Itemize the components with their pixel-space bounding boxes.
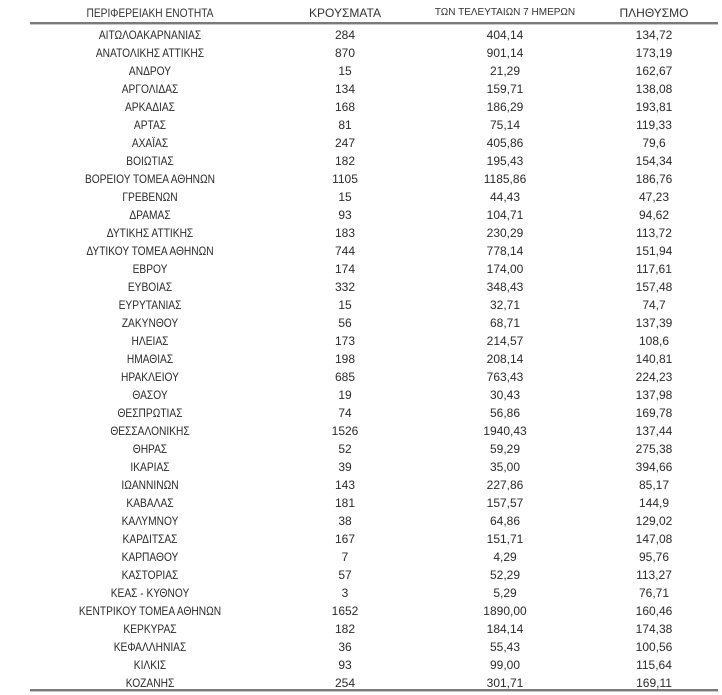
cell-last-7-days: 30,43 bbox=[489, 388, 521, 402]
cell-regional-unit: ΑΧΑΪΑΣ bbox=[131, 136, 169, 150]
cell-population: 117,61 bbox=[636, 262, 672, 276]
table-row bbox=[30, 188, 718, 206]
cell-cases: 15 bbox=[338, 64, 352, 78]
cell-last-7-days: 59,29 bbox=[489, 442, 521, 456]
cell-population: 74,7 bbox=[642, 298, 666, 312]
cell-regional-unit: ΔΡΑΜΑΣ bbox=[129, 208, 171, 222]
cell-regional-unit: ΖΑΚΥΝΘΟΥ bbox=[121, 316, 179, 330]
cell-cases: 57 bbox=[338, 568, 352, 582]
table-row bbox=[30, 80, 718, 98]
cell-last-7-days: 56,86 bbox=[489, 406, 521, 420]
cell-regional-unit: ΚΙΛΚΙΣ bbox=[133, 658, 167, 672]
cell-regional-unit: ΙΚΑΡΙΑΣ bbox=[130, 460, 170, 474]
cell-last-7-days: 21,29 bbox=[489, 64, 521, 78]
header-last-7-days: ΤΩΝ ΤΕΛΕΥΤΑΙΩΝ 7 ΗΜΕΡΩΝ bbox=[434, 7, 576, 18]
cell-population: 394,66 bbox=[635, 460, 673, 474]
table-body bbox=[30, 24, 718, 692]
cell-cases: 254 bbox=[334, 676, 356, 690]
table-row bbox=[30, 386, 718, 404]
cell-cases: 870 bbox=[334, 46, 356, 60]
cell-regional-unit: ΑΡΓΟΛΙΔΑΣ bbox=[121, 82, 179, 96]
cell-last-7-days: 32,71 bbox=[489, 298, 521, 312]
cell-cases: 38 bbox=[338, 514, 352, 528]
cell-regional-unit: ΘΗΡΑΣ bbox=[132, 442, 168, 456]
cell-last-7-days: 348,43 bbox=[486, 280, 524, 294]
cell-cases: 81 bbox=[338, 118, 352, 132]
table-row bbox=[30, 44, 718, 62]
cell-last-7-days: 64,86 bbox=[489, 514, 521, 528]
cell-regional-unit: ΔΥΤΙΚΟΥ ΤΟΜΕΑ ΑΘΗΝΩΝ bbox=[86, 244, 214, 258]
table-row bbox=[30, 458, 718, 476]
cell-population: 76,71 bbox=[638, 586, 670, 600]
cell-population: 100,56 bbox=[635, 640, 673, 654]
table-row bbox=[30, 566, 718, 584]
cell-regional-unit: ΑΙΤΩΛΟΑΚΑΡΝΑΝΙΑΣ bbox=[98, 28, 202, 42]
cell-population: 119,33 bbox=[636, 118, 672, 132]
cell-cases: 3 bbox=[341, 586, 349, 600]
cell-regional-unit: ΒΟΡΕΙΟΥ ΤΟΜΕΑ ΑΘΗΝΩΝ bbox=[84, 172, 216, 186]
cell-last-7-days: 52,29 bbox=[489, 568, 521, 582]
table-bottom-border bbox=[30, 689, 718, 691]
cell-last-7-days: 99,00 bbox=[489, 658, 521, 672]
cell-regional-unit: ΚΕΦΑΛΛΗΝΙΑΣ bbox=[113, 640, 187, 654]
cell-cases: 183 bbox=[334, 226, 356, 240]
cell-last-7-days: 186,29 bbox=[486, 100, 524, 114]
table-row bbox=[30, 26, 718, 44]
cell-cases: 167 bbox=[334, 532, 356, 546]
table-row bbox=[30, 278, 718, 296]
cell-cases: 168 bbox=[334, 100, 356, 114]
cell-cases: 182 bbox=[334, 622, 356, 636]
cell-last-7-days: 75,14 bbox=[489, 118, 521, 132]
table-row bbox=[30, 152, 718, 170]
cell-last-7-days: 405,86 bbox=[486, 136, 524, 150]
cell-cases: 744 bbox=[334, 244, 356, 258]
cell-regional-unit: ΘΕΣΠΡΩΤΙΑΣ bbox=[117, 406, 183, 420]
cell-population: 275,38 bbox=[635, 442, 673, 456]
cell-regional-unit: ΙΩΑΝΝΙΝΩΝ bbox=[121, 478, 179, 492]
cell-last-7-days: 5,29 bbox=[493, 586, 517, 600]
cell-population: 108,6 bbox=[638, 334, 670, 348]
cell-cases: 332 bbox=[334, 280, 356, 294]
cell-cases: 247 bbox=[334, 136, 356, 150]
cell-last-7-days: 301,71 bbox=[486, 676, 524, 690]
cell-cases: 1105 bbox=[332, 172, 358, 186]
cell-regional-unit: ΚΑΣΤΟΡΙΑΣ bbox=[121, 568, 179, 582]
cell-population: 138,08 bbox=[635, 82, 673, 96]
cell-population: 137,39 bbox=[635, 316, 673, 330]
cell-regional-unit: ΚΑΛΥΜΝΟΥ bbox=[121, 514, 179, 528]
cell-cases: 182 bbox=[334, 154, 356, 168]
cell-population: 85,17 bbox=[638, 478, 670, 492]
cell-population: 169,78 bbox=[635, 406, 673, 420]
cell-last-7-days: 44,43 bbox=[489, 190, 521, 204]
cell-population: 137,98 bbox=[635, 388, 673, 402]
cell-population: 224,23 bbox=[635, 370, 673, 384]
cell-population: 115,64 bbox=[636, 658, 672, 672]
covid-cases-table bbox=[30, 0, 718, 692]
table-row bbox=[30, 548, 718, 566]
table-row bbox=[30, 224, 718, 242]
cell-cases: 15 bbox=[338, 298, 352, 312]
table-row bbox=[30, 98, 718, 116]
cell-regional-unit: ΑΡΚΑΔΙΑΣ bbox=[125, 100, 175, 114]
cell-last-7-days: 404,14 bbox=[486, 28, 524, 42]
cell-last-7-days: 174,00 bbox=[486, 262, 524, 276]
header-cases: ΚΡΟΥΣΜΑΤΑ bbox=[309, 6, 381, 20]
cell-population: 147,08 bbox=[635, 532, 673, 546]
cell-regional-unit: ΚΕΑΣ - ΚΥΘΝΟΥ bbox=[110, 586, 190, 600]
cell-population: 174,38 bbox=[635, 622, 673, 636]
table-row bbox=[30, 656, 718, 674]
table-row bbox=[30, 296, 718, 314]
cell-last-7-days: 68,71 bbox=[489, 316, 521, 330]
cell-cases: 1526 bbox=[331, 424, 359, 438]
cell-last-7-days: 901,14 bbox=[486, 46, 524, 60]
cell-cases: 74 bbox=[338, 406, 352, 420]
cell-regional-unit: ΑΝΔΡΟΥ bbox=[128, 64, 172, 78]
cell-population: 140,81 bbox=[635, 352, 673, 366]
cell-regional-unit: ΚΑΡΔΙΤΣΑΣ bbox=[122, 532, 178, 546]
cell-cases: 56 bbox=[338, 316, 352, 330]
cell-cases: 7 bbox=[341, 550, 349, 564]
cell-last-7-days: 208,14 bbox=[486, 352, 524, 366]
cell-population: 137,44 bbox=[635, 424, 673, 438]
cell-cases: 93 bbox=[338, 658, 352, 672]
cell-population: 160,46 bbox=[635, 604, 673, 618]
cell-last-7-days: 778,14 bbox=[486, 244, 524, 258]
cell-population: 173,19 bbox=[635, 46, 673, 60]
cell-cases: 685 bbox=[334, 370, 356, 384]
table-row bbox=[30, 260, 718, 278]
table-row bbox=[30, 242, 718, 260]
table-row bbox=[30, 476, 718, 494]
cell-last-7-days: 1185,86 bbox=[483, 172, 527, 186]
table-row bbox=[30, 584, 718, 602]
cell-cases: 173 bbox=[334, 334, 356, 348]
cell-regional-unit: ΚΟΖΑΝΗΣ bbox=[125, 676, 175, 690]
cell-cases: 15 bbox=[338, 190, 352, 204]
cell-regional-unit: ΚΑΡΠΑΘΟΥ bbox=[121, 550, 179, 564]
cell-cases: 52 bbox=[338, 442, 352, 456]
cell-cases: 143 bbox=[334, 478, 356, 492]
cell-population: 151,94 bbox=[635, 244, 673, 258]
cell-regional-unit: ΕΥΡΥΤΑΝΙΑΣ bbox=[118, 298, 182, 312]
cell-population: 157,48 bbox=[635, 280, 673, 294]
cell-last-7-days: 1940,43 bbox=[483, 424, 527, 438]
table-row bbox=[30, 494, 718, 512]
cell-regional-unit: ΓΡΕΒΕΝΩΝ bbox=[122, 190, 178, 204]
cell-last-7-days: 159,71 bbox=[486, 82, 524, 96]
cell-population: 79,6 bbox=[642, 136, 666, 150]
cell-cases: 174 bbox=[334, 262, 356, 276]
cell-regional-unit: ΕΒΡΟΥ bbox=[132, 262, 168, 276]
cell-population: 169,11 bbox=[636, 676, 672, 690]
table-row bbox=[30, 314, 718, 332]
cell-population: 94,62 bbox=[638, 208, 670, 222]
table-row bbox=[30, 512, 718, 530]
cell-last-7-days: 55,43 bbox=[489, 640, 521, 654]
table-row bbox=[30, 170, 718, 188]
cell-population: 95,76 bbox=[638, 550, 670, 564]
cell-cases: 1652 bbox=[331, 604, 359, 618]
cell-cases: 19 bbox=[338, 388, 352, 402]
cell-last-7-days: 763,43 bbox=[486, 370, 524, 384]
cell-regional-unit: ΒΟΙΩΤΙΑΣ bbox=[126, 154, 174, 168]
cell-population: 113,27 bbox=[636, 568, 672, 582]
cell-last-7-days: 184,14 bbox=[486, 622, 524, 636]
cell-last-7-days: 214,57 bbox=[486, 334, 524, 348]
cell-last-7-days: 104,71 bbox=[486, 208, 524, 222]
cell-cases: 284 bbox=[334, 28, 356, 42]
table-row bbox=[30, 134, 718, 152]
cell-last-7-days: 1890,00 bbox=[483, 604, 527, 618]
cell-cases: 198 bbox=[334, 352, 356, 366]
cell-last-7-days: 195,43 bbox=[486, 154, 524, 168]
cell-population: 129,02 bbox=[635, 514, 673, 528]
cell-population: 154,34 bbox=[635, 154, 673, 168]
table-row bbox=[30, 332, 718, 350]
cell-last-7-days: 4,29 bbox=[493, 550, 517, 564]
table-row bbox=[30, 350, 718, 368]
cell-regional-unit: ΚΑΒΑΛΑΣ bbox=[126, 496, 174, 510]
cell-cases: 181 bbox=[334, 496, 356, 510]
cell-regional-unit: ΗΜΑΘΙΑΣ bbox=[126, 352, 174, 366]
cell-cases: 134 bbox=[334, 82, 356, 96]
cell-population: 144,9 bbox=[638, 496, 670, 510]
cell-regional-unit: ΚΕΝΤΡΙΚΟΥ ΤΟΜΕΑ ΑΘΗΝΩΝ bbox=[78, 604, 222, 618]
cell-last-7-days: 35,00 bbox=[489, 460, 521, 474]
cell-regional-unit: ΕΥΒΟΙΑΣ bbox=[127, 280, 173, 294]
cell-regional-unit: ΚΕΡΚΥΡΑΣ bbox=[123, 622, 177, 636]
table-row bbox=[30, 638, 718, 656]
table-row bbox=[30, 404, 718, 422]
cell-cases: 93 bbox=[338, 208, 352, 222]
cell-population: 193,81 bbox=[635, 100, 673, 114]
cell-last-7-days: 230,29 bbox=[486, 226, 524, 240]
table-row bbox=[30, 422, 718, 440]
cell-cases: 36 bbox=[338, 640, 352, 654]
table-row bbox=[30, 116, 718, 134]
cell-regional-unit: ΗΡΑΚΛΕΙΟΥ bbox=[121, 370, 179, 384]
header-population: ΠΛΗΘΥΣΜΟ bbox=[619, 6, 689, 20]
cell-regional-unit: ΔΥΤΙΚΗΣ ΑΤΤΙΚΗΣ bbox=[106, 226, 194, 240]
cell-population: 134,72 bbox=[635, 28, 673, 42]
cell-population: 186,76 bbox=[635, 172, 673, 186]
cell-population: 47,23 bbox=[638, 190, 670, 204]
table-row bbox=[30, 62, 718, 80]
header-regional-unit: ΠΕΡΙΦΕΡΕΙΑΚΗ ΕΝΟΤΗΤΑ bbox=[86, 6, 214, 20]
cell-last-7-days: 151,71 bbox=[486, 532, 524, 546]
table-row bbox=[30, 206, 718, 224]
cell-regional-unit: ΑΡΤΑΣ bbox=[133, 118, 167, 132]
cell-regional-unit: ΑΝΑΤΟΛΙΚΗΣ ΑΤΤΙΚΗΣ bbox=[95, 46, 205, 60]
table-row bbox=[30, 368, 718, 386]
cell-regional-unit: ΘΑΣΟΥ bbox=[132, 388, 168, 402]
cell-last-7-days: 227,86 bbox=[486, 478, 524, 492]
table-row bbox=[30, 620, 718, 638]
cell-regional-unit: ΘΕΣΣΑΛΟΝΙΚΗΣ bbox=[110, 424, 190, 438]
cell-last-7-days: 157,57 bbox=[486, 496, 524, 510]
table-row bbox=[30, 440, 718, 458]
cell-regional-unit: ΗΛΕΙΑΣ bbox=[131, 334, 169, 348]
cell-population: 113,72 bbox=[636, 226, 672, 240]
table-header bbox=[30, 0, 718, 24]
table-row bbox=[30, 530, 718, 548]
cell-population: 162,67 bbox=[635, 64, 673, 78]
table-row bbox=[30, 602, 718, 620]
cell-cases: 39 bbox=[338, 460, 352, 474]
